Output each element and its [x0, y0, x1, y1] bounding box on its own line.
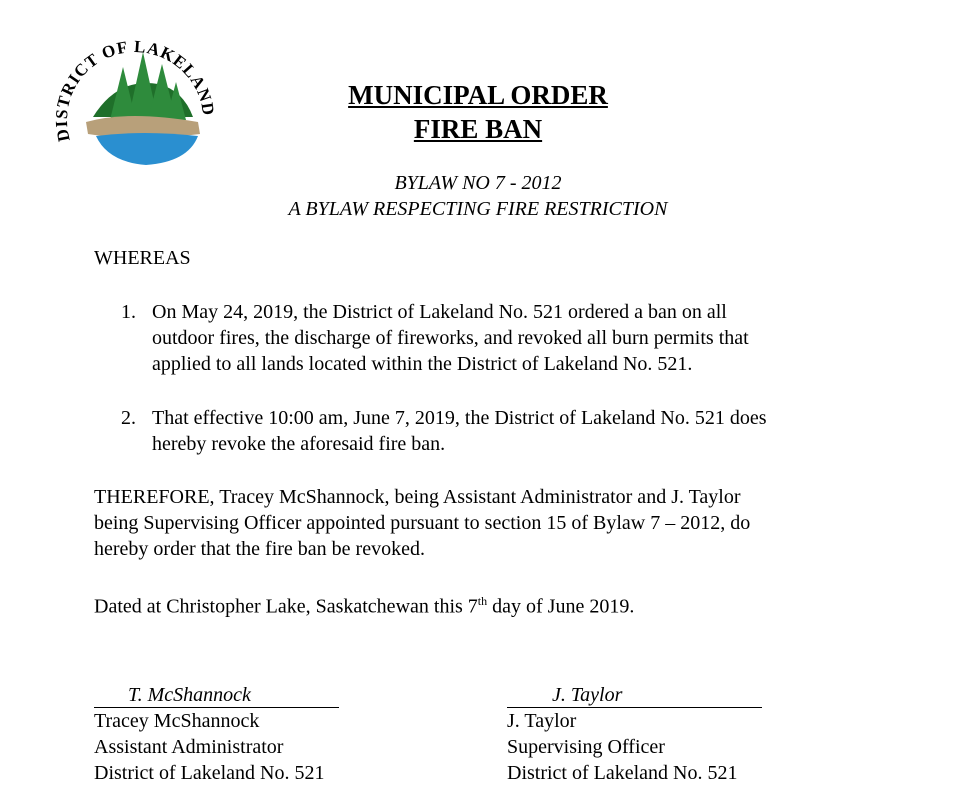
svg-text:DISTRICT OF LAKELAND NO. 521: DISTRICT OF LAKELAND	[51, 36, 219, 144]
dated-suffix: day of June 2019.	[487, 595, 635, 618]
therefore-line: being Supervising Officer appointed pursuant to section 15 of Bylaw 7 – 2012, do	[94, 512, 751, 534]
dated-prefix: Dated at Christopher Lake, Saskatchewan this 7	[94, 595, 478, 618]
item-line: outdoor fires, the discharge of fireworks, and revoked all burn permits that	[152, 327, 749, 349]
item-number: 2.	[121, 407, 136, 429]
therefore-line: THEREFORE, Tracey McShannock, being Assistant Administrator and J. Taylor	[94, 486, 741, 508]
bylaw-description: A BYLAW RESPECTING FIRE RESTRICTION	[288, 198, 668, 220]
signer-name: Tracey McShannock	[94, 710, 260, 732]
bylaw-number: BYLAW NO 7 - 2012	[394, 172, 562, 194]
item-line: hereby revoke the aforesaid fire ban.	[152, 433, 446, 455]
item-line: That effective 10:00 am, June 7, 2019, the District of Lakeland No. 521 does	[152, 407, 767, 429]
dated-ordinal: th	[477, 594, 488, 608]
signer-title: Assistant Administrator	[94, 736, 284, 758]
item-line: On May 24, 2019, the District of Lakeland No. 521 ordered a ban on all	[152, 301, 727, 323]
signature-jtaylor: J. Taylor	[552, 684, 623, 706]
therefore-line: hereby order that the fire ban be revoked.	[94, 538, 425, 560]
signer-name: J. Taylor	[507, 710, 577, 732]
item-line: applied to all lands located within the District of Lakeland No. 521.	[152, 353, 693, 375]
signer-title: Supervising Officer	[507, 736, 665, 758]
dated-line	[94, 588, 634, 620]
order-title: MUNICIPAL ORDER	[348, 80, 608, 110]
signature-tmcshannock: T. McShannock	[128, 684, 251, 706]
whereas-heading: WHEREAS	[94, 247, 191, 269]
signer-organization: District of Lakeland No. 521	[94, 762, 325, 784]
order-subject: FIRE BAN	[413, 114, 543, 144]
item-number: 1.	[121, 301, 136, 323]
signer-organization: District of Lakeland No. 521	[507, 762, 738, 784]
